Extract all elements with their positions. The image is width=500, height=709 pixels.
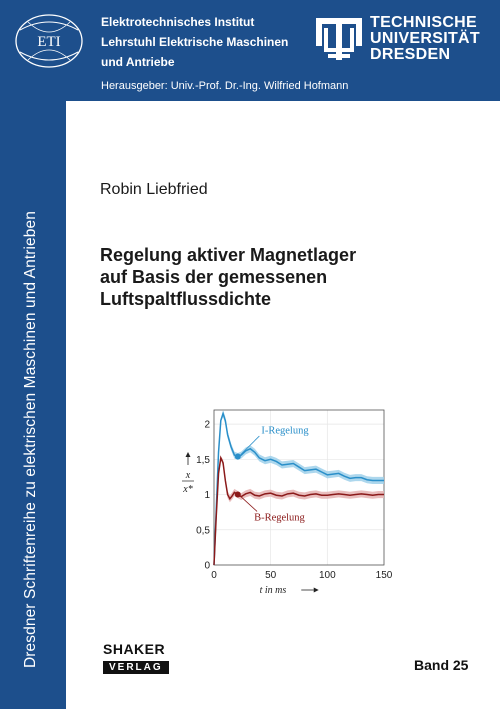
- annotation-leader-b: [241, 497, 257, 512]
- title-line-1: Regelung aktiver Magnetlager: [100, 245, 357, 265]
- tu-line-1: TECHNISCHE: [370, 14, 478, 31]
- shaker-logo-top: SHAKER: [103, 641, 166, 657]
- annotation-i-regelung: I-Regelung: [261, 425, 309, 437]
- x-tick-label: 50: [265, 570, 277, 581]
- title-line-2: auf Basis der gemessenen: [100, 267, 328, 287]
- tu-line-3: DRESDEN: [370, 46, 451, 63]
- tu-line-2: UNIVERSITÄT: [370, 30, 480, 47]
- volume-number: Band 25: [414, 657, 469, 673]
- eti-logo: [14, 12, 84, 70]
- annotation-b-regelung: B-Regelung: [254, 512, 305, 524]
- y-tick-label: 0: [204, 560, 210, 572]
- x-tick-label: 150: [375, 570, 393, 581]
- institute-line-1: Elektrotechnisches Institut: [101, 15, 255, 29]
- y-tick-label: 1,5: [196, 454, 210, 466]
- author-name: Robin Liebfried: [100, 181, 208, 198]
- tu-dresden-emblem-icon: [314, 14, 364, 64]
- chart-svg: [170, 405, 410, 605]
- y-axis-arrow-head-icon: [186, 452, 191, 457]
- y-tick-label: 1: [204, 490, 210, 502]
- y-tick-label: 0,5: [196, 525, 210, 537]
- x-axis-arrow-head-icon: [314, 588, 319, 593]
- series-marker-b: [235, 492, 241, 498]
- institute-line-3: und Antriebe: [101, 55, 175, 69]
- book-title: [100, 244, 460, 310]
- series-title: Dresdner Schriftenreihe zu elektrischen Maschinen und Antrieben: [22, 211, 39, 668]
- editor-line: Herausgeber: Univ.-Prof. Dr.-Ing. Wilfried Hofmann: [101, 80, 349, 92]
- y-tick-label: 2: [204, 419, 210, 431]
- title-line-3: Luftspaltflussdichte: [100, 289, 272, 309]
- institute-line-2: Lehrstuhl Elektrische Maschinen: [101, 35, 289, 49]
- shaker-verlag-logo: [103, 642, 165, 672]
- x-tick-label: 100: [318, 570, 336, 581]
- tu-dresden-wordmark: [370, 15, 480, 63]
- eti-logo-text: ETI: [37, 34, 61, 50]
- series-line-b-regelung: [214, 458, 384, 565]
- x-tick-label: 0: [211, 570, 217, 581]
- header-band: [0, 0, 500, 101]
- series-band-b: [214, 457, 384, 567]
- y-axis-label-denominator: x*: [183, 484, 193, 495]
- institute-name: [101, 12, 288, 72]
- shaker-logo-bottom: VERLAG: [103, 661, 169, 674]
- y-axis-label-numerator: x: [185, 470, 191, 481]
- response-chart: [170, 405, 410, 605]
- series-marker-i: [235, 454, 241, 460]
- x-axis-label: t in ms: [259, 585, 287, 596]
- tu-dresden-logo: [314, 14, 490, 66]
